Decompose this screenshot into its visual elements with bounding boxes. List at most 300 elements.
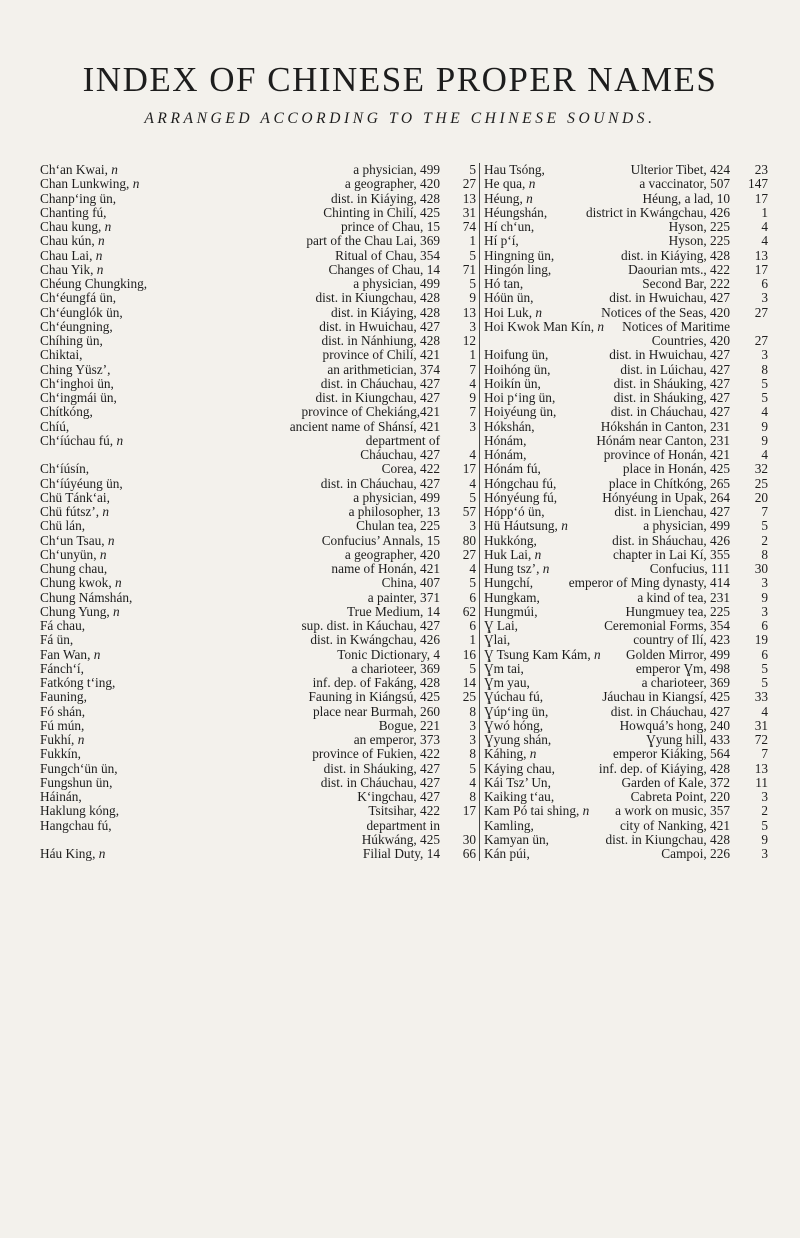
index-entry <box>40 263 476 277</box>
entry-name <box>484 391 555 405</box>
entry-name <box>484 719 543 733</box>
entry-name-text: Hungchí, <box>484 575 534 591</box>
index-entry <box>40 519 476 533</box>
entry-description: district in Kwángchau, 426 <box>585 204 730 220</box>
entry-page: 4 <box>761 233 768 249</box>
entry-name <box>484 534 537 548</box>
entry-description: a work on music, 357 <box>615 803 730 819</box>
entry-name-text: Fauning, <box>40 689 87 705</box>
entry-name <box>40 391 117 405</box>
entry-description: dist. in Sháuking, 427 <box>323 760 440 776</box>
index-entry <box>482 576 768 590</box>
index-entry <box>482 405 768 419</box>
entry-name-text: Hó tan, <box>484 276 524 291</box>
entry-name-text: Ch‘un Tsau, <box>40 532 105 548</box>
entry-description: Ritual of Chau, 354 <box>335 247 440 263</box>
index-entry <box>482 676 768 690</box>
entry-name <box>484 320 604 334</box>
index-entry <box>40 804 476 818</box>
entry-page: 9 <box>761 589 768 605</box>
entry-name <box>484 633 510 647</box>
entry-description: Chinting in Chilí, 425 <box>323 204 440 220</box>
entry-description: Golden Mirror, 499 <box>626 646 730 662</box>
entry-name <box>484 676 530 690</box>
index-entry <box>40 548 476 562</box>
index-entry <box>482 448 768 462</box>
entry-name <box>484 263 551 277</box>
index-entry <box>482 633 768 647</box>
index-entry <box>40 648 476 662</box>
index-entry <box>40 591 476 605</box>
entry-pos: n <box>102 504 110 519</box>
entry-page: 13 <box>754 247 768 263</box>
index-entry <box>40 662 476 676</box>
entry-name <box>40 462 89 476</box>
entry-description: Campoi, 226 <box>661 846 730 861</box>
entry-description: dist. in Kiáying, 428 <box>331 190 440 206</box>
index-entry <box>40 405 476 419</box>
entry-description: inf. dep. of Kiáying, 428 <box>598 760 730 776</box>
entry-description: dist. in Kiungchau, 427 <box>315 390 440 405</box>
entry-pos: n <box>98 233 105 249</box>
entry-name-text: Kam Pó tai shing, <box>484 803 580 819</box>
entry-name <box>40 377 114 391</box>
entry-description: ancient name of Shánsí, 421 <box>289 418 440 434</box>
entry-name-text: Fukkín, <box>40 746 82 762</box>
entry-page: 8 <box>469 789 476 804</box>
entry-name-text: Huk Lai, <box>484 546 532 562</box>
entry-page: 1 <box>761 204 768 220</box>
entry-name <box>40 291 116 305</box>
entry-page: 5 <box>469 276 476 291</box>
entry-name <box>484 733 551 747</box>
entry-name <box>484 562 549 576</box>
entry-description: part of the Chau Lai, 369 <box>306 233 440 249</box>
entry-name <box>484 505 545 519</box>
index-entry <box>40 705 476 719</box>
entry-name-text: Hókshán, <box>484 418 535 434</box>
entry-name <box>40 163 118 177</box>
index-entry <box>482 306 768 320</box>
entry-description: Héung, a lad, 10 <box>642 190 730 206</box>
index-entry <box>482 363 768 377</box>
entry-name-text: Hingning ün, <box>484 247 555 263</box>
entry-description: Howquá’s hong, 240 <box>619 717 730 733</box>
entry-page: 27 <box>462 176 476 192</box>
index-entry <box>40 334 476 348</box>
entry-name-text: Káying chau, <box>484 760 555 776</box>
index-entry <box>482 690 768 704</box>
entry-description: dist. in Lúichau, 427 <box>620 361 730 377</box>
index-entry <box>40 747 476 761</box>
entry-name-text: Ɣm yau, <box>484 675 530 690</box>
entry-page: 8 <box>761 546 768 562</box>
entry-description: Changes of Chau, 14 <box>328 261 440 277</box>
entry-page: 2 <box>761 803 768 819</box>
entry-description: a philosopher, 13 <box>348 504 440 519</box>
index-entry <box>40 206 476 220</box>
entry-description: True Medium, 14 <box>347 603 440 619</box>
entry-name-text: Ɣyung shán, <box>484 732 552 747</box>
entry-page: 5 <box>469 660 476 676</box>
entry-name-text: Kái Tsz’ Un, <box>484 774 551 790</box>
index-entry <box>482 833 768 847</box>
entry-name <box>40 562 107 576</box>
entry-name <box>484 420 535 434</box>
entry-name <box>40 690 87 704</box>
entry-page: 4 <box>469 375 476 391</box>
entry-pos: n <box>526 190 533 206</box>
entry-name-text: Haklung kóng, <box>40 803 120 819</box>
index-entry <box>482 562 768 576</box>
entry-description: Notices of Maritime <box>622 318 730 334</box>
entry-page: 6 <box>761 618 768 633</box>
entry-name-text: Hoiyéung ün, <box>484 404 557 420</box>
entry-name <box>484 576 533 590</box>
entry-description: city of Nanking, 421 <box>619 817 730 833</box>
entry-name <box>40 591 132 605</box>
entry-description: dist. in Sháuchau, 426 <box>612 532 730 548</box>
entry-name-text: Chan Lunkwing, <box>40 176 130 192</box>
index-entry <box>40 348 476 362</box>
entry-page: 3 <box>469 318 476 334</box>
entry-name <box>484 434 526 448</box>
entry-name-text: Hónám, <box>484 447 527 462</box>
entry-name-text: Hau Tsóng, <box>484 162 545 177</box>
index-entry <box>40 477 476 491</box>
entry-name <box>40 334 103 348</box>
entry-description: Cabreta Point, 220 <box>630 789 730 804</box>
entry-name <box>40 505 109 519</box>
entry-description: Garden of Kale, 372 <box>621 774 730 790</box>
index-entry <box>40 576 476 590</box>
index-entry <box>40 633 476 647</box>
entry-description: a physician, 499 <box>353 276 440 291</box>
entry-name-text: Hí ch‘un, <box>484 219 535 234</box>
entry-page: 3 <box>469 518 476 534</box>
entry-name-text: Hoi p‘ing ün, <box>484 390 556 405</box>
entry-name <box>484 662 524 676</box>
index-entry <box>40 391 476 405</box>
entry-page: 4 <box>761 219 768 234</box>
entry-name <box>484 177 535 191</box>
entry-description: Filial Duty, 14 <box>362 846 440 861</box>
entry-name <box>484 163 545 177</box>
entry-page: 5 <box>761 375 768 391</box>
entry-description: Confucius’ Annals, 15 <box>321 532 440 548</box>
index-entry <box>482 719 768 733</box>
index-entry <box>482 234 768 248</box>
index-entry <box>482 377 768 391</box>
entry-description: emperor Ɣm, 498 <box>635 660 730 676</box>
entry-name <box>40 320 113 334</box>
entry-name <box>40 762 118 776</box>
entry-name-text: Hí p‘í, <box>484 233 519 249</box>
entry-pos: n <box>107 532 115 548</box>
index-entry <box>482 790 768 804</box>
entry-page: 5 <box>469 162 476 177</box>
index-entry <box>40 363 476 377</box>
entry-description: Jáuchau in Kiangsí, 425 <box>602 689 730 705</box>
index-entry <box>40 733 476 747</box>
entry-description: Bogue, 221 <box>378 717 440 733</box>
entry-page: 4 <box>469 774 476 790</box>
entry-page: 14 <box>462 675 476 690</box>
entry-name-text: Ɣwó hóng, <box>484 717 544 733</box>
entry-name <box>484 477 556 491</box>
entry-pos: n <box>597 318 605 334</box>
entry-description: emperor of Ming dynasty, 414 <box>568 575 730 591</box>
entry-page: 13 <box>462 190 476 206</box>
entry-name <box>40 249 102 263</box>
entry-description: dist. in Hwuichau, 427 <box>609 290 730 306</box>
entry-description: dist. in Cháuchau, 427 <box>320 774 440 790</box>
entry-page: 17 <box>462 803 476 819</box>
entry-description: a physician, 499 <box>353 162 440 177</box>
index-entry <box>40 605 476 619</box>
entry-page: 62 <box>462 603 476 619</box>
entry-description: Fauning in Kiángsú, 425 <box>308 689 440 705</box>
index-entry <box>482 291 768 305</box>
index-entry <box>482 776 768 790</box>
entry-description: dist. in Nánhiung, 428 <box>321 333 440 348</box>
entry-name <box>40 519 85 533</box>
entry-pos: n <box>594 646 601 662</box>
entry-name-text: Ɣúp‘ing ün, <box>484 703 549 719</box>
index-entry <box>40 505 476 519</box>
entry-page: 1 <box>469 347 476 363</box>
entry-name-text: Héungshán, <box>484 204 548 220</box>
entry-pos: n <box>113 603 120 619</box>
entry-name <box>40 405 93 419</box>
entry-page: 4 <box>469 447 476 462</box>
entry-pos: n <box>528 176 536 192</box>
entry-name <box>484 847 530 861</box>
entry-name <box>40 633 73 647</box>
entry-name-text: Kán púi, <box>484 846 530 861</box>
entry-name-text: Chanting fú, <box>40 204 107 220</box>
index-entry <box>482 263 768 277</box>
entry-name-text: Chü fútsz’, <box>40 504 100 519</box>
entry-name-text: Kamling, <box>484 817 534 833</box>
entry-name-text: Hoihóng ün, <box>484 361 551 377</box>
entry-name <box>484 790 554 804</box>
entry-name <box>484 776 551 790</box>
entry-name <box>484 192 533 206</box>
entry-name-text: Chíú, <box>40 418 70 434</box>
entry-pos: n <box>116 432 124 448</box>
entry-name-text: Chau kún, <box>40 233 95 249</box>
entry-name-text: Chau kung, <box>40 219 102 234</box>
entry-page: 4 <box>469 561 476 576</box>
entry-page: 80 <box>462 532 476 548</box>
entry-name-text: Chung chau, <box>40 561 108 576</box>
entry-name <box>484 804 589 818</box>
entry-name <box>484 348 548 362</box>
entry-page: 9 <box>761 432 768 448</box>
entry-name-text: Ch‘an Kwai, <box>40 162 108 177</box>
entry-page: 17 <box>462 461 476 477</box>
entry-name-text: Ɣm tai, <box>484 660 524 676</box>
entry-description: Ulterior Tibet, 424 <box>630 162 730 177</box>
entry-page: 6 <box>469 618 476 633</box>
entry-page: 57 <box>462 504 476 519</box>
entry-description: a vaccinator, 507 <box>639 176 730 192</box>
entry-page: 25 <box>462 689 476 705</box>
entry-description: dist. in Hwuichau, 427 <box>609 347 730 363</box>
entry-description-continued: Húkwáng, 425 <box>361 831 440 847</box>
entry-description: a physician, 499 <box>643 518 730 534</box>
index-entry <box>40 491 476 505</box>
entry-name <box>40 847 105 861</box>
index-entry <box>40 762 476 776</box>
entry-description: Confucius, 111 <box>649 561 730 576</box>
index-entry <box>482 519 768 533</box>
entry-page: 6 <box>761 646 768 662</box>
entry-description: dist. in Lienchau, 427 <box>614 504 730 519</box>
entry-name <box>40 804 119 818</box>
entry-name-text: Chü lán, <box>40 518 86 534</box>
entry-description: place near Burmah, 260 <box>312 703 440 719</box>
entry-name <box>484 249 554 263</box>
entry-description: a charioteer, 369 <box>641 675 730 690</box>
entry-page: 27 <box>754 333 768 348</box>
entry-name-text: Kamyan ün, <box>484 831 549 847</box>
entry-name <box>484 819 534 833</box>
index-entry <box>482 548 768 562</box>
index-entry <box>482 477 768 491</box>
entry-name-text: Hóün ün, <box>484 290 534 306</box>
entry-page: 27 <box>462 546 476 562</box>
entry-description: K‘ingchau, 427 <box>357 789 440 804</box>
entry-description-continued: Cháuchau, 427 <box>360 447 440 462</box>
index-entry <box>40 192 476 206</box>
entry-name-text: Fukhí, <box>40 732 75 747</box>
index-entry <box>40 462 476 476</box>
entry-page: 16 <box>462 646 476 662</box>
entry-name-text: Fú mún, <box>40 717 85 733</box>
entry-description: dist. in Kiungchau, 428 <box>315 290 440 306</box>
entry-name <box>40 491 110 505</box>
entry-name <box>484 462 541 476</box>
index-entry <box>482 420 768 434</box>
entry-name-text: Ɣlai, <box>484 632 511 648</box>
entry-name-text: He qua, <box>484 176 526 192</box>
entry-page: 3 <box>761 575 768 591</box>
entry-pos: n <box>534 546 542 562</box>
entry-name <box>484 491 557 505</box>
entry-description: Hyson, 225 <box>668 233 730 249</box>
entry-name-text: Hangchau fú, <box>40 817 112 833</box>
entry-description-continued: Countries, 420 <box>651 333 730 348</box>
index-entry <box>482 206 768 220</box>
entry-page: 1 <box>469 233 476 249</box>
entry-page: 5 <box>761 675 768 690</box>
entry-pos: n <box>99 546 107 562</box>
entry-name-text: Ɣ Tsung Kam Kám, <box>484 646 591 662</box>
entry-name <box>484 363 551 377</box>
entry-name <box>40 605 120 619</box>
index-entry <box>40 690 476 704</box>
entry-description: department in <box>366 817 440 833</box>
entry-page: 19 <box>754 632 768 648</box>
entry-page: 4 <box>761 447 768 462</box>
entry-description: a charioteer, 369 <box>351 660 440 676</box>
entry-name-text: Fánch‘í, <box>40 660 84 676</box>
index-entry <box>482 177 768 191</box>
entry-name-text: Hónyéung fú, <box>484 489 558 505</box>
entry-page: 31 <box>754 717 768 733</box>
entry-page: 11 <box>755 774 768 790</box>
page-title: INDEX OF CHINESE PROPER NAMES <box>82 60 718 99</box>
entry-pos: n <box>132 176 140 192</box>
entry-description: Hónám near Canton, 231 <box>596 432 730 448</box>
entry-description: department of <box>365 432 440 448</box>
entry-page: 71 <box>462 261 476 277</box>
index-entry <box>482 163 768 177</box>
entry-description: Corea, 422 <box>381 461 440 477</box>
entry-name <box>40 206 106 220</box>
entry-name-text: Háu King, <box>40 846 96 861</box>
entry-page: 27 <box>754 304 768 320</box>
entry-name <box>40 790 82 804</box>
entry-name <box>484 220 534 234</box>
index-entry <box>40 320 476 334</box>
entry-page: 5 <box>761 390 768 405</box>
page-subtitle: ARRANGED ACCORDING TO THE CHINESE SOUNDS. <box>144 110 656 127</box>
entry-page: 7 <box>469 404 476 420</box>
entry-page: 9 <box>761 418 768 434</box>
entry-description: emperor Kiáking, 564 <box>612 746 730 762</box>
entry-page: 5 <box>469 760 476 776</box>
index-entry <box>482 804 768 818</box>
entry-description: dist. in Hwuichau, 427 <box>319 318 440 334</box>
entry-name-text: Hoikín ün, <box>484 375 541 391</box>
entry-description: dist. in Cháuchau, 427 <box>320 475 440 491</box>
entry-name-text: Chung kwok, <box>40 575 112 591</box>
index-entry <box>40 719 476 733</box>
entry-name <box>40 548 107 562</box>
index-entry <box>482 662 768 676</box>
index-entry <box>40 377 476 391</box>
entry-name <box>40 192 116 206</box>
entry-name <box>484 591 540 605</box>
index-column-right <box>479 163 768 861</box>
entry-description: dist. in Kiungchau, 428 <box>605 831 730 847</box>
entry-name <box>40 747 81 761</box>
index-entry <box>40 790 476 804</box>
entry-page: 5 <box>761 817 768 833</box>
entry-name <box>484 306 542 320</box>
index-entry <box>482 192 768 206</box>
entry-description: name of Honán, 421 <box>331 561 440 576</box>
entry-name <box>40 220 111 234</box>
entry-name-text: Ɣúchau fú, <box>484 689 544 705</box>
entry-name-text: Hingón ling, <box>484 261 552 277</box>
entry-name-text: Hü Háutsung, <box>484 518 558 534</box>
entry-description: place in Chítkóng, 265 <box>608 475 730 491</box>
entry-pos: n <box>95 247 103 263</box>
entry-page: 6 <box>469 589 476 605</box>
entry-name-text: Ch‘inghoi ün, <box>40 375 114 391</box>
entry-description: a kind of tea, 231 <box>637 589 730 605</box>
index-entry <box>482 847 768 861</box>
entry-name-text: Chü Tánk‘ai, <box>40 489 110 505</box>
index-entry <box>482 249 768 263</box>
entry-page: 8 <box>469 703 476 719</box>
entry-page: 5 <box>761 660 768 676</box>
entry-description: Hókshán in Canton, 231 <box>600 418 730 434</box>
